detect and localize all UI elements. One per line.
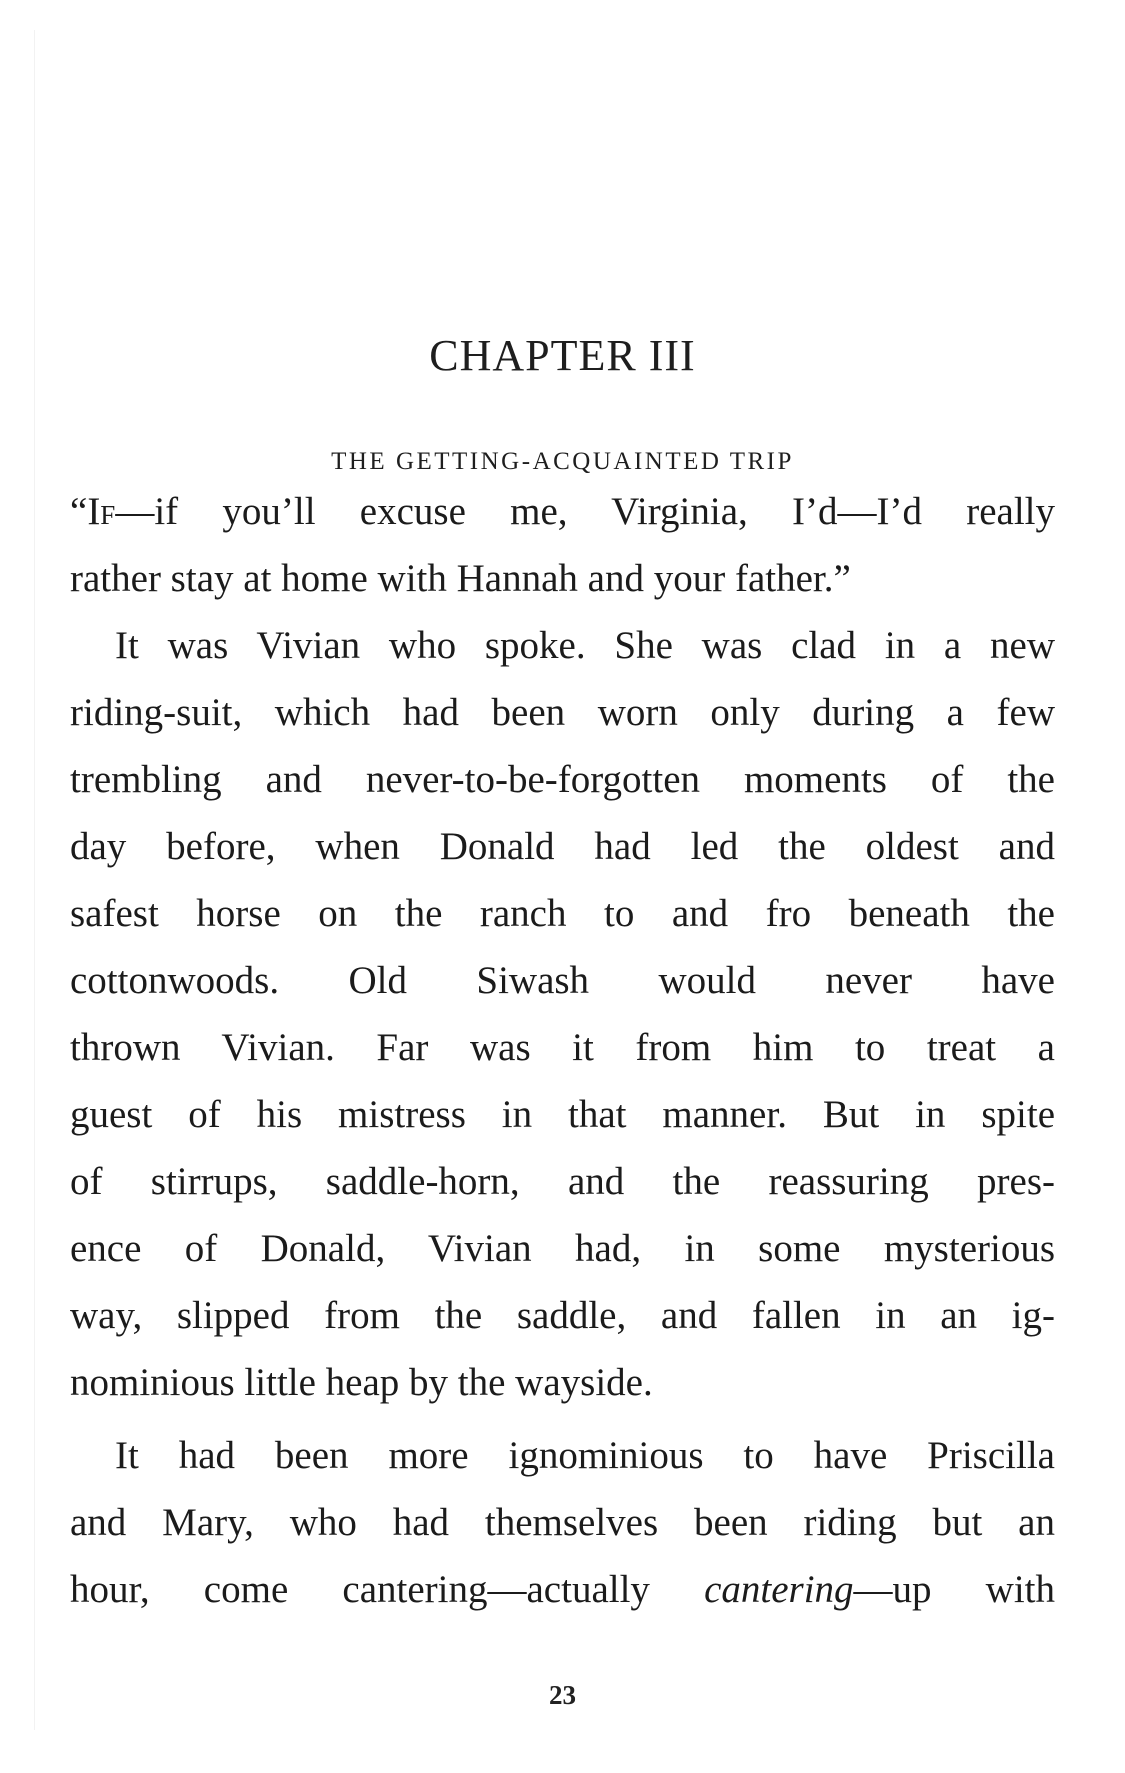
text-run: cottonwoods. Old Siwash would never have — [70, 959, 1055, 1002]
text-run: guest of his mistress in that manner. But in spite — [70, 1093, 1055, 1136]
text-run: ence of Donald, Vivian had, in some mysterious — [70, 1227, 1055, 1270]
text-line — [70, 478, 1055, 545]
paragraph — [70, 1422, 1055, 1623]
text-line — [70, 1489, 1055, 1556]
text-run: It was Vivian who spoke. She was clad in a new — [115, 624, 1055, 667]
text-run: It had been more ignominious to have Priscilla — [115, 1434, 1055, 1477]
text-run: day before, when Donald had led the oldest and — [70, 825, 1055, 868]
chapter-subtitle: THE GETTING-ACQUAINTED TRIP — [331, 448, 794, 475]
text-run: —if you’ll excuse me, Virginia, I’d—I’d really — [115, 490, 1055, 533]
text-line — [70, 1215, 1055, 1282]
text-line — [70, 679, 1055, 746]
text-run: way, slipped from the saddle, and fallen in an ig- — [70, 1294, 1055, 1337]
text-line — [70, 813, 1055, 880]
text-run: —up with — [853, 1568, 1055, 1611]
text-line — [70, 1282, 1055, 1349]
body-text — [70, 478, 1055, 1623]
text-line — [70, 880, 1055, 947]
text-run: cantering — [704, 1568, 854, 1611]
page-edge-shadow — [34, 30, 35, 1730]
text-run: of stirrups, saddle-horn, and the reassuring pres- — [70, 1160, 1055, 1203]
text-line — [70, 1148, 1055, 1215]
text-run: safest horse on the ranch to and fro beneath the — [70, 892, 1055, 935]
text-run: thrown Vivian. Far was it from him to treat a — [70, 1026, 1055, 1069]
text-line — [70, 1014, 1055, 1081]
text-run: trembling and never-to-be-forgotten moments of the — [70, 758, 1055, 801]
text-line — [70, 947, 1055, 1014]
text-run: riding-suit, which had been worn only during a few — [70, 691, 1055, 734]
text-line — [70, 1556, 1055, 1623]
text-run: nominious little heap by the wayside. — [70, 1361, 653, 1404]
page-number: 23 — [549, 1680, 576, 1710]
text-run: “ — [70, 490, 88, 533]
text-line — [70, 1422, 1055, 1489]
text-line — [70, 545, 1055, 612]
text-run: rather stay at home with Hannah and your father.” — [70, 557, 851, 600]
paragraph — [70, 612, 1055, 1416]
text-run: hour, come cantering—actually — [70, 1568, 705, 1611]
paragraph — [70, 478, 1055, 612]
chapter-title: CHAPTER III — [429, 331, 696, 380]
text-run: and Mary, who had themselves been riding but an — [70, 1501, 1055, 1544]
text-line — [70, 612, 1055, 679]
text-run: If — [87, 490, 116, 533]
text-line — [70, 1349, 1055, 1416]
text-line — [70, 1081, 1055, 1148]
text-line — [70, 746, 1055, 813]
